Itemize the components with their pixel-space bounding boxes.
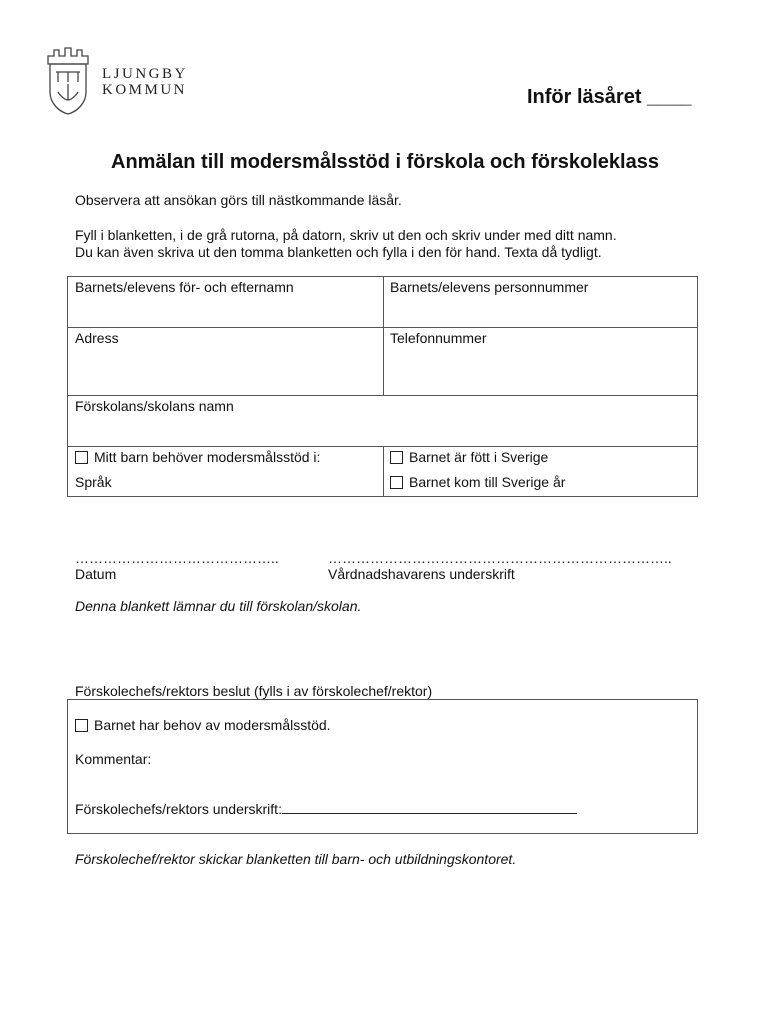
born-in-sweden-checkbox[interactable]	[390, 451, 403, 464]
page-title: Anmälan till modersmålsstöd i förskola och förskoleklass	[111, 151, 659, 173]
date-label: Datum	[75, 566, 117, 582]
born-in-sweden-option[interactable]	[390, 449, 548, 465]
decision-heading: Förskolechefs/rektors beslut (fylls i av förskolechef/rektor)	[75, 683, 433, 699]
comment-label: Kommentar:	[75, 751, 152, 767]
logo-line-1: LJUNGBY	[102, 66, 188, 82]
logo-line-2: KOMMUN	[102, 82, 188, 98]
phone-field[interactable]	[390, 330, 487, 346]
child-name-label: Barnets/elevens för- och efternamn	[75, 279, 294, 295]
principal-signature-label: Förskolechefs/rektors underskrift:	[75, 801, 282, 817]
language-label: Språk	[75, 474, 112, 490]
notice-text: Observera att ansökan görs till nästkommande läsår.	[75, 192, 402, 208]
guardian-signature-dotted-line[interactable]: ………………………………………………………………..	[328, 550, 672, 566]
phone-label: Telefonnummer	[390, 330, 487, 346]
instruction-line-1: Fyll i blanketten, i de grå rutorna, på datorn, skriv ut den och skriv under med ditt namn.	[75, 227, 617, 243]
date-dotted-line[interactable]: ……………………………………..	[75, 550, 279, 566]
language-field[interactable]	[75, 474, 112, 490]
application-form-table	[67, 276, 698, 497]
school-name-label: Förskolans/skolans namn	[75, 398, 234, 414]
personal-number-field[interactable]	[390, 279, 588, 295]
child-name-field[interactable]	[75, 279, 294, 295]
decision-needs-support-checkbox[interactable]	[75, 719, 88, 732]
submit-note: Denna blankett lämnar du till förskolan/skolan.	[75, 598, 362, 614]
address-label: Adress	[75, 330, 119, 346]
comment-field[interactable]	[75, 751, 151, 767]
guardian-signature-label: Vårdnadshavarens underskrift	[328, 566, 515, 582]
decision-needs-support-option[interactable]	[75, 717, 331, 733]
needs-support-checkbox[interactable]	[75, 451, 88, 464]
came-to-sweden-checkbox[interactable]	[390, 476, 403, 489]
came-to-sweden-option[interactable]	[390, 474, 565, 490]
school-name-field[interactable]	[75, 398, 234, 414]
instruction-line-2: Du kan även skriva ut den tomma blanketten och fylla i den för hand. Texta då tydligt.	[75, 244, 602, 260]
needs-support-option[interactable]	[75, 449, 320, 465]
final-note: Förskolechef/rektor skickar blanketten till barn- och utbildningskontoret.	[75, 851, 517, 867]
principal-signature-line[interactable]	[282, 801, 577, 814]
came-to-sweden-label: Barnet kom till Sverige år	[409, 474, 566, 490]
personal-number-label: Barnets/elevens personnummer	[390, 279, 589, 295]
decision-box	[67, 699, 698, 834]
address-field[interactable]	[75, 330, 119, 346]
school-year-heading: Inför läsåret ____	[527, 86, 692, 108]
principal-signature-field[interactable]	[75, 801, 577, 817]
needs-support-label: Mitt barn behöver modersmålsstöd i:	[94, 449, 321, 465]
municipality-logo-text	[102, 66, 188, 98]
born-in-sweden-label: Barnet är fött i Sverige	[409, 449, 549, 465]
decision-needs-support-label: Barnet har behov av modersmålsstöd.	[94, 717, 331, 733]
